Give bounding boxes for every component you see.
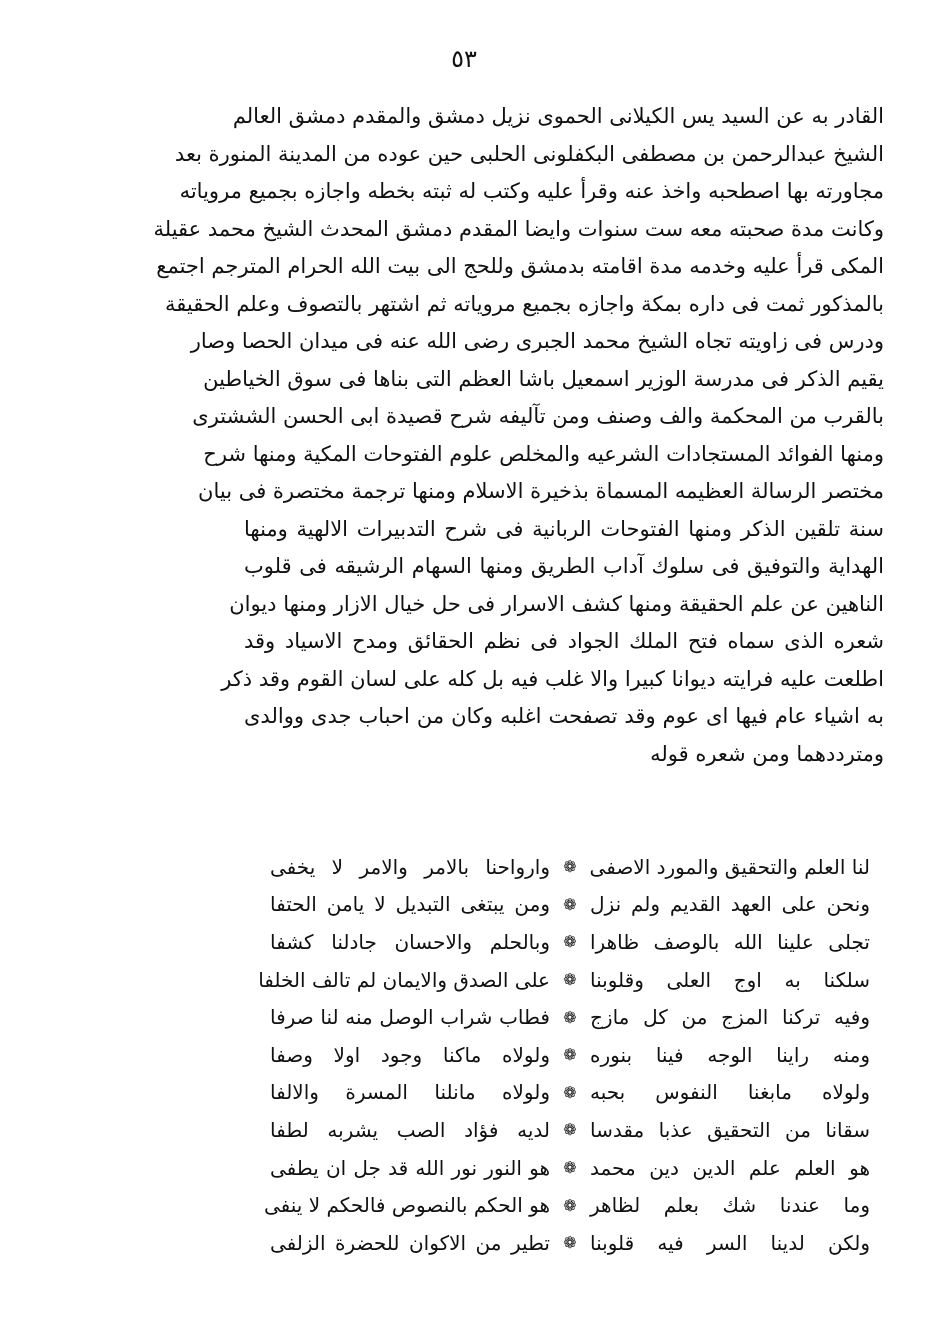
poem-hemistich-right: وفيه تركنا المزج من كل مازج [590, 1005, 870, 1030]
poem-hemistich-left: وارواحنا بالامر والامر لا يخفى [270, 854, 550, 879]
poem-hemistich-left: ومن يبتغى التبديل لا يامن الحتفا [270, 892, 550, 917]
poem-hemistich-left: هو الحكم بالنصوص فالحكم لا ينفى [263, 1193, 550, 1218]
poem-verse [270, 1074, 870, 1112]
verse-separator-icon: ❁ [563, 1195, 577, 1215]
prose-line: ومترددهما ومن شعره قوله [650, 741, 884, 766]
prose-line: ودرس فى زاويته تجاه الشيخ محمد الجبرى رضى الله عنه فى ميدان الحصا وصار [190, 329, 884, 353]
poem-verse [270, 1149, 870, 1187]
poem-hemistich-right: ولكن لدينا السر فيه قلوبنا [590, 1230, 870, 1255]
poem-verse [263, 1186, 870, 1224]
poem-hemistich-right: سلكنا به اوج العلى وقلوبنا [590, 967, 870, 992]
prose-line: وكانت مدة صحبته معه ست سنوات وايضا المقدم دمشق المحدث الشيخ محمد عقيلة [153, 216, 884, 241]
verse-separator-icon: ❁ [563, 970, 577, 990]
poem-verse [270, 1036, 870, 1074]
page-number: ٥٣ [451, 45, 477, 73]
poem-verse [270, 1111, 870, 1149]
poem-verse [270, 848, 870, 886]
poem-hemistich-right: ولولاه مابغنا النفوس بحبه [590, 1080, 870, 1105]
prose-block [153, 98, 884, 773]
prose-line: المكى قرأ عليه وخدمه مدة اقامته بدمشق وللحج الى بيت الله الحرام المترجم اجتمع [156, 254, 884, 278]
poem-hemistich-right: ونحن على العهد القديم ولم نزل [590, 892, 870, 917]
poem-hemistich-left: ولولاه ماكنا وجود اولا وصفا [270, 1042, 550, 1067]
prose-line: القادر به عن السيد يس الكيلانى الحموى نزيل دمشق والمقدم دمشق العالم [232, 104, 884, 128]
verse-separator-icon: ❁ [563, 857, 577, 877]
poem-verse [258, 961, 870, 999]
poem-hemistich-right: ومنه راينا الوجه فينا بنوره [590, 1042, 870, 1067]
verse-separator-icon: ❁ [563, 932, 577, 952]
verse-separator-icon: ❁ [563, 1082, 577, 1102]
prose-line: ومنها الفوائد المستجادات الشرعيه والمخلص علوم الفتوحات المكية ومنها شرح [203, 441, 884, 466]
poem-verse [270, 998, 870, 1036]
poem-hemistich-right: سقانا من التحقيق عذبا مقدسا [590, 1117, 870, 1142]
poem [258, 848, 870, 1262]
prose-line: الشيخ عبدالرحمن بن مصطفى البكفلونى الحلبى حين عوده من المدينة المنورة بعد [174, 141, 884, 166]
poem-verse [270, 1224, 870, 1262]
poem-hemistich-left: وبالحلم والاحسان جادلنا كشفا [270, 929, 550, 954]
poem-hemistich-left: ولولاه مانلنا المسرة والالفا [270, 1080, 550, 1105]
poem-hemistich-left: فطاب شراب الوصل منه لنا صرفا [270, 1005, 550, 1030]
prose-line: مختصر الرسالة العظيمه المسماة بذخيرة الاسلام ومنها ترجمة مختصرة فى بيان [198, 479, 884, 503]
prose-line: بالمذكور ثمت فى داره بمكة واجازه بجميع مروياته ثم اشتهر بالتصوف وعلم الحقيقة [165, 291, 884, 316]
prose-line: الهداية والتوفيق فى سلوك آداب الطريق ومنها السهام الرشيقه فى قلوب [244, 554, 884, 578]
poem-hemistich-left: على الصدق والايمان لم تالف الخلفا [258, 967, 550, 992]
prose-line: سنة تلقين الذكر ومنها الفتوحات الربانية فى شرح التدبيرات الالهية ومنها [244, 516, 884, 541]
prose-line: مجاورته بها اصطحبه واخذ عنه وقرأ عليه وكتب له ثبته بخطه واجازه بجميع مروياته [179, 179, 884, 203]
verse-separator-icon: ❁ [563, 1045, 577, 1065]
verse-separator-icon: ❁ [563, 1158, 577, 1178]
poem-hemistich-right: وما عندنا شك بعلم لظاهر [590, 1193, 870, 1218]
prose-line: يقيم الذكر فى مدرسة الوزير اسمعيل باشا العظم التى بناها فى سوق الخياطين [203, 366, 884, 391]
poem-hemistich-right: هو العلم علم الدين دين محمد [590, 1155, 870, 1180]
verse-separator-icon: ❁ [563, 1007, 577, 1027]
poem-verse [270, 886, 870, 924]
prose-line: به اشياء عام فيها اى عوم وقد تصفحت اغلبه وكان من احباب جدى ووالدى [244, 704, 884, 728]
poem-verse [270, 923, 870, 961]
verse-separator-icon: ❁ [563, 894, 577, 914]
verse-separator-icon: ❁ [563, 1120, 577, 1140]
prose-line: بالقرب من المحكمة والف وصنف ومن تآليفه شرح قصيدة ابى الحسن الششترى [192, 404, 884, 428]
prose-line: اطلعت عليه فرايته ديوانا كبيرا والا غلب فيه بل كله على لسان القوم وقد ذكر [221, 666, 884, 691]
prose-line: الناهين عن علم الحقيقة ومنها كشف الاسرار فى حل خيال الازار ومنها ديوان [229, 591, 884, 616]
verse-separator-icon: ❁ [563, 1233, 577, 1253]
poem-hemistich-left: هو النور نور الله قد جل ان يطفى [270, 1155, 550, 1180]
poem-hemistich-right: لنا العلم والتحقيق والمورد الاصفى [589, 854, 870, 879]
poem-hemistich-right: تجلى علينا الله بالوصف ظاهرا [590, 929, 870, 954]
poem-hemistich-left: لديه فؤاد الصب يشربه لطفا [270, 1117, 550, 1142]
prose-line: شعره الذى سماه فتح الملك الجواد فى نظم الحقائق ومدح الاسياد وقد [244, 629, 884, 653]
poem-hemistich-left: تطير من الاكوان للحضرة الزلفى [270, 1230, 550, 1255]
